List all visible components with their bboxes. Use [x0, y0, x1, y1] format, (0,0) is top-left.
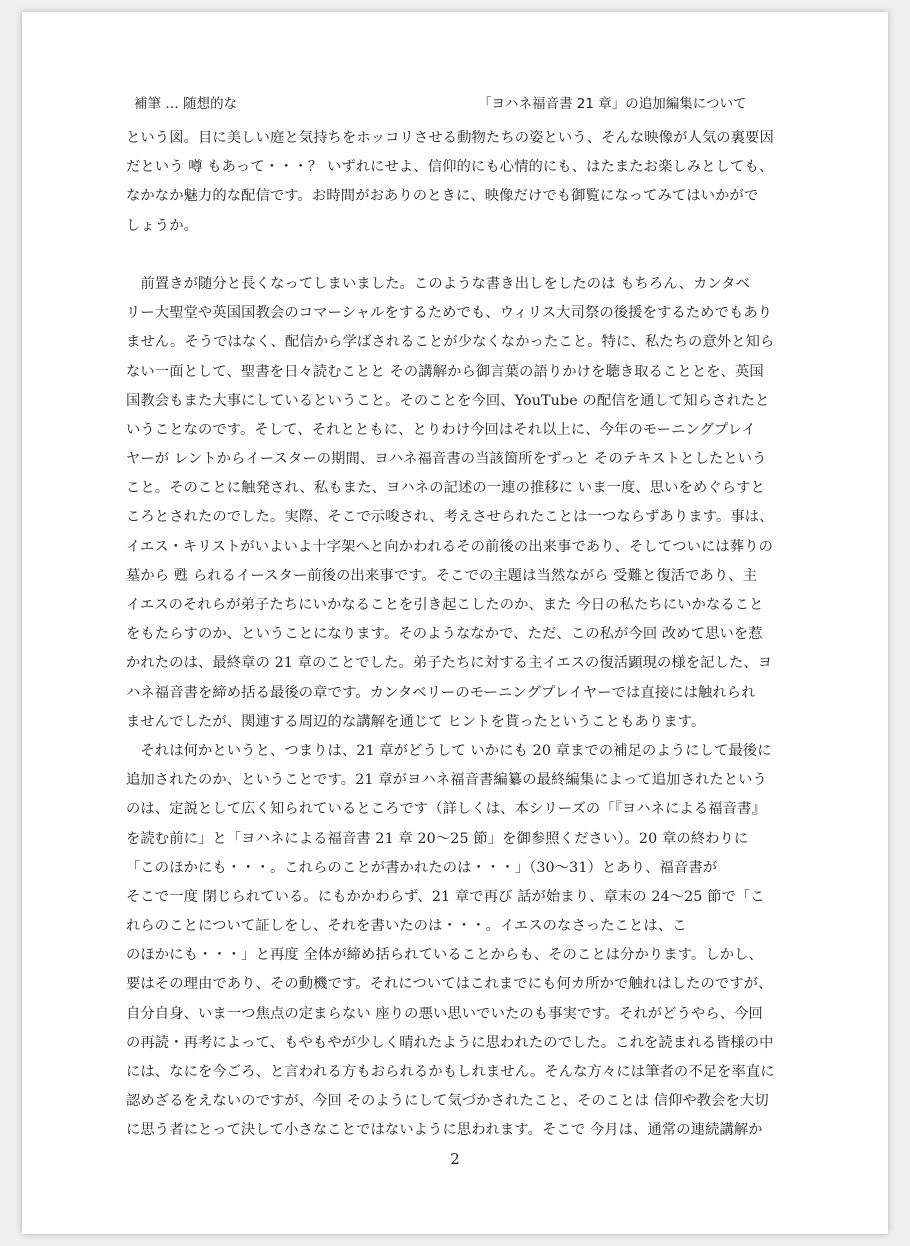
text-line: 追加されたのか、ということです。21 章がヨハネ福音書編纂の最終編集によって追加されたという [126, 772, 767, 789]
text-line: かれたのは、最終章の 21 章のことでした。弟子たちに対する主イエスの復活顕現の様を記した、ヨ [126, 655, 773, 672]
text-line: ません。そうではなく、配信から学ばされることが少なくなかったこと。特に、私たちの意外と知ら [126, 334, 775, 351]
text-line: イエス・キリストがいよいよ十字架へと向かわれるその前後の出来事であり、そしてついには葬りの [126, 538, 773, 555]
text-line: 国教会もまた大事にしているということ。そのことを今回、YouTube の配信を通して知らされたと [126, 392, 770, 409]
text-line: 「このほかにも・・・。これらのことが書かれたのは・・・」（30〜31）とあり、福音書が [126, 859, 718, 876]
text-line: なかなか魅力的な配信です。お時間がおありのときに、映像だけでも御覧になってみてはいかがで [126, 188, 759, 205]
text-line: しょうか。 [126, 217, 198, 234]
text-line: の再読・再考によって、もやもやが少しく晴れたように思われたのでした。これを読まれる皆様の中 [126, 1034, 774, 1051]
running-header-left: 補筆 … 随想的な [134, 96, 238, 112]
text-line: だという 噂 もあって・・・？ いずれにせよ、信仰的にも心情的にも、はたまたお楽しみとしても、 [126, 159, 774, 176]
text-line: という図。目に美しい庭と気持ちをホッコリさせる動物たちの姿という、そんな映像が人気の裏要因 [126, 130, 774, 146]
text-line: それは何かというと、つまりは、21 章がどうして いかにも 20 章までの補足のようにして最後に [126, 742, 772, 759]
text-line: 墓から 甦 られるイースター前後の出来事です。そこでの主題は当然ながら 受難と復活であり、主 [126, 567, 758, 584]
text-line: のは、定説として広く知られているところです（詳しくは、本シリーズの「『ヨハネによる福音書』 [126, 801, 766, 818]
text-line: ヤーが レントからイースターの期間、ヨハネ福音書の当該箇所をずっと そのテキストとしたという [126, 451, 767, 468]
paragraph-3 [126, 737, 792, 1146]
body-text [126, 124, 792, 1146]
text-line: リー大聖堂や英国国教会のコマーシャルをするためでも、ウィリス大司祭の後援をするためでもあり [126, 305, 773, 322]
text-line: 認めざるをえないのですが、今回 そのようにして気づかされたこと、そのことは 信仰や教会を大切 [126, 1093, 769, 1110]
text-line: ハネ福音書を締め括る最後の章です。カンタベリーのモーニングプレイヤーでは直接には触れられ [126, 684, 756, 701]
text-line: イエスのそれらが弟子たちにいかなることを引き起こしたのか、また 今日の私たちにいかなること [126, 597, 764, 613]
text-line: ない一面として、聖書を日々読むことと その講解から御言葉の語りかけを聴き取ることとを、英国 [126, 363, 764, 380]
text-line: いうことなのです。そして、それとともに、とりわけ今回はそれ以上に、今年のモーニングプレイ [126, 421, 756, 438]
paragraph-gap [126, 241, 792, 270]
text-line: に思う者にとって決して小さなことではないように思われます。そこで 今月は、通常の連続講解か [126, 1122, 763, 1139]
page-number: 2 [450, 1150, 460, 1168]
text-line: を読む前に」と「ヨハネによる福音書 21 章 20〜25 節」を御参照ください）。20 章の終わりに [126, 830, 749, 847]
text-line: 自分自身、いま一つ焦点の定まらない 座りの悪い思いでいたのも事実です。それがどうやら、今回 [126, 1005, 763, 1022]
text-line: れらのことについて証しをし、それを書いたのは・・・。イエスのなさったことは、こ [126, 918, 687, 935]
text-line: そこで一度 閉じられている。にもかかわらず、21 章で再び 話が始まり、章末の 24〜25 節で「こ [126, 888, 765, 905]
paragraph-1 [126, 124, 792, 241]
text-line: には、なにを今ごろ、と言われる方もおられるかもしれません。そんな方々には筆者の不足を率直に [126, 1064, 775, 1080]
text-line: こと。そのことに触発され、私もまた、ヨハネの記述の一連の推移に いま一度、思いをめぐらすと [126, 480, 765, 497]
paragraph-2 [126, 270, 792, 737]
running-header-right: 「ヨハネ福音書 21 章」の追加編集について [478, 96, 747, 112]
text-line: のほかにも・・・」と再度 全体が締め括られていることからも、そのことは分かります。しかし、 [126, 947, 763, 964]
document-page [22, 12, 888, 1234]
text-line: 要はその理由であり、その動機です。それについてはこれまでにも何カ所かで触れはしたのですが、 [126, 976, 773, 993]
text-line: をもたらすのか、ということになります。そのようななかで、ただ、この私が今回 改めて思いを惹 [126, 626, 763, 643]
text-line: 前置きが随分と長くなってしまいました。このような書き出しをしたのは もちろん、カンタベ [126, 275, 750, 292]
text-line: ころとされたのでした。実際、そこで示唆され、考えさせられたことは一つならずあります。事は、 [126, 509, 774, 526]
text-line: ませんでしたが、関連する周辺的な講解を通じて ヒントを貰ったということもあります。 [126, 713, 706, 730]
